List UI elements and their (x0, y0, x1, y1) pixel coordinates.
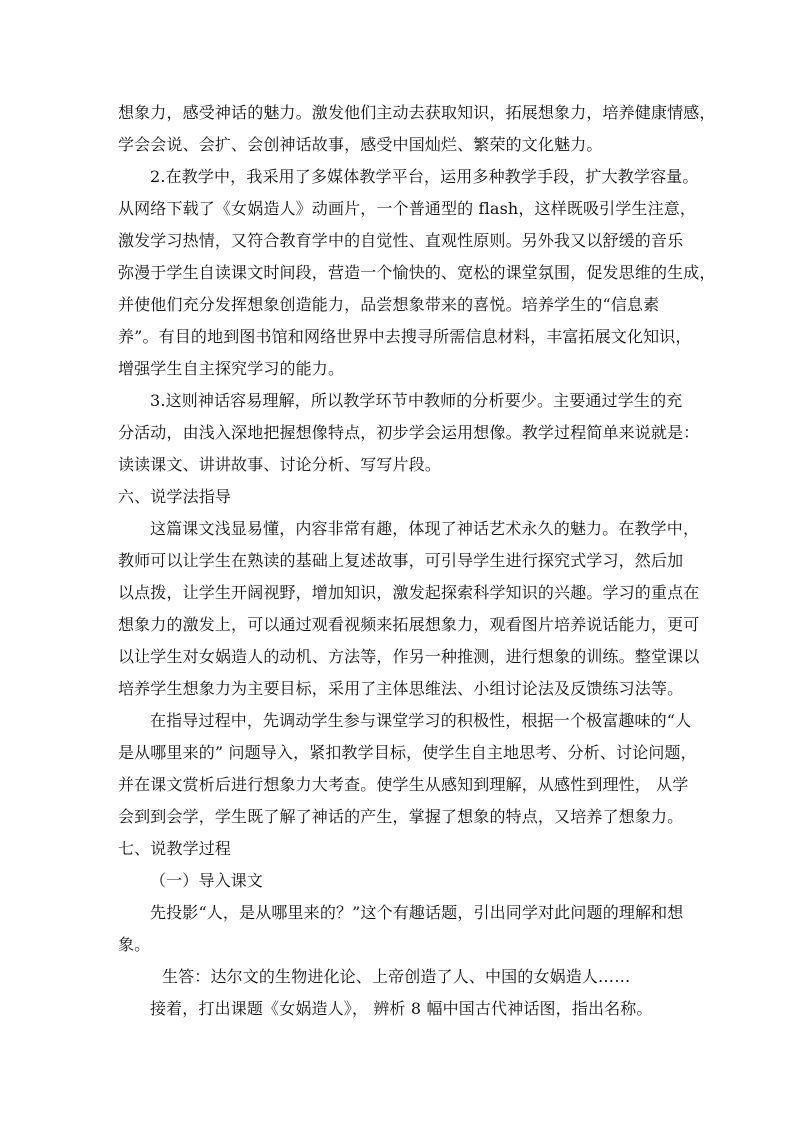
text-line-29: 接着，打出课题《女娲造人》， 辨析 8 幅中国古代神话图，指出名称。 (150, 999, 653, 1018)
text-line-12: 读读课文、讲讲故事、讨论分析、写写片段。 (118, 455, 442, 474)
text-line-5: 激发学习热情，又符合教育学中的自觉性、直观性原则。另外我又以舒缓的音乐 (118, 231, 684, 250)
text-line-23: 会到到会学，学生既了解了神话的产生，掌握了想象的特点，又培养了想象力。 (118, 807, 684, 826)
section-heading-6: 六、说学法指导 (118, 487, 232, 506)
text-line-7: 并使他们充分发挥想象创造能力，品尝想象带来的喜悦。培养学生的“信息素 (118, 295, 660, 314)
text-line-28: 生答：达尔文的生物进化论、上帝创造了人、中国的女娲造人…… (162, 967, 631, 986)
subsection-heading-1: （一）导入课文 (150, 871, 264, 890)
section-heading-7: 七、说教学过程 (118, 839, 232, 858)
text-line-11: 分活动，由浅入深地把握想像特点，初步学会运用想像。教学过程简单来说就是： (118, 423, 700, 442)
text-line-4: 从网络下载了《女娲造人》动画片，一个普通型的 flash，这样既吸引学生注意， (118, 199, 697, 218)
text-line-19: 培养学生想象力为主要目标，采用了主体思维法、小组讨论法及反馈练习法等。 (118, 679, 684, 698)
text-line-10: 3.这则神话容易理解，所以教学环节中教师的分析要少。主要通过学生的充 (150, 391, 683, 410)
text-line-26: 先投影“人，是从哪里来的？”这个有趣话题，引出同学对此问题的理解和想 (150, 903, 684, 922)
text-line-21: 是从哪里来的” 问题导入，紧扣教学目标，使学生自主地思考、分析、讨论问题， (118, 743, 697, 762)
text-line-17: 想象力的激发上，可以通过观看视频来拓展想象力，观看图片培养说话能力，更可 (118, 615, 700, 634)
text-line-14: 这篇课文浅显易懂，内容非常有趣，体现了神话艺术永久的魅力。在教学中， (150, 519, 700, 538)
text-line-3: 2.在教学中，我采用了多媒体教学平台，运用多种教学手段，扩大教学容量。 (150, 167, 699, 186)
text-line-15: 教师可以让学生在熟读的基础上复述故事，可引导学生进行探究式学习，然后加 (118, 551, 684, 570)
text-line-27: 象。 (118, 935, 151, 954)
text-line-6: 弥漫于学生自读课文时间段，营造一个愉快的、宽松的课堂氛围，促发思维的生成， (118, 263, 716, 282)
text-line-1: 想象力，感受神话的魅力。激发他们主动去获取知识，拓展想象力，培养健康情感， (118, 103, 716, 122)
text-line-22: 并在课文赏析后进行想象力大考查。使学生从感知到理解，从感性到理性， 从学 (118, 775, 689, 794)
text-line-8: 养”。有目的地到图书馆和网络世界中去搜寻所需信息材料，丰富拓展文化知识， (118, 327, 692, 346)
text-line-16: 以点拨，让学生开阔视野，增加知识，激发起探索科学知识的兴趣。学习的重点在 (118, 583, 700, 602)
text-line-2: 学会会说、会扩、会创神话故事，感受中国灿烂、繁荣的文化魅力。 (118, 135, 603, 154)
text-line-18: 以让学生对女娲造人的动机、方法等，作另一种推测，进行想象的训练。整堂课以 (118, 647, 700, 666)
text-line-20: 在指导过程中，先调动学生参与课堂学习的积极性，根据一个极富趣味的“人 (150, 711, 692, 730)
text-line-9: 增强学生自主探究学习的能力。 (118, 359, 345, 378)
